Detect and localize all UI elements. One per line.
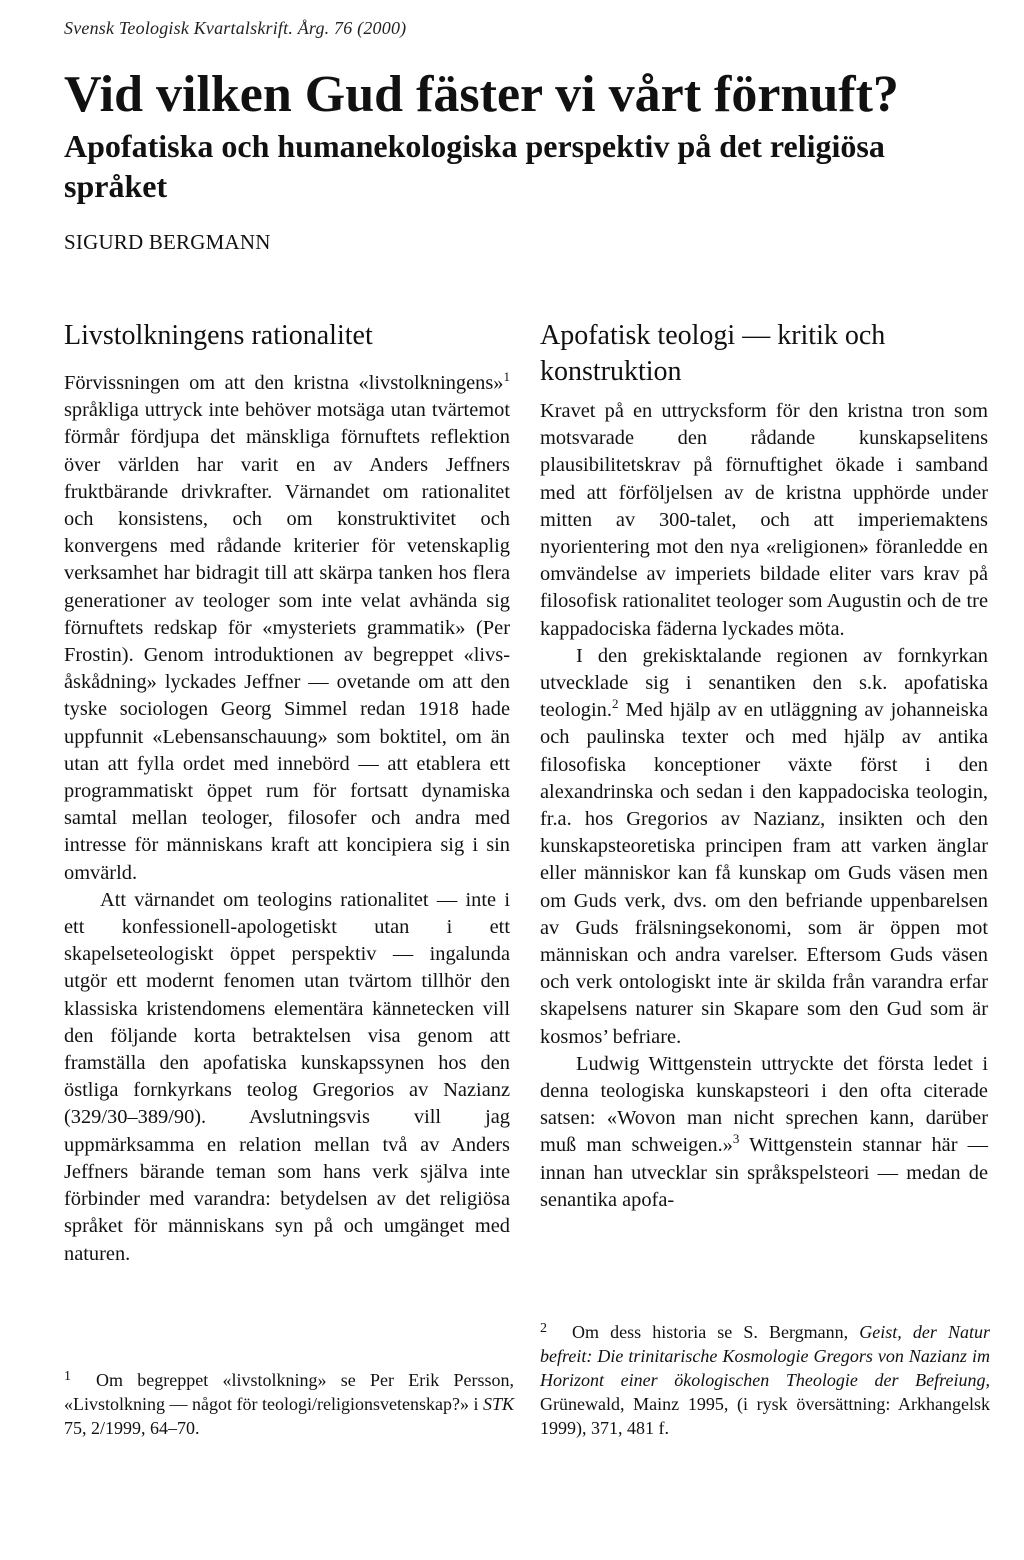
footnote-italic: STK — [482, 1394, 514, 1414]
paragraph — [64, 370, 510, 887]
paragraph: Att värnandet om teologins rationalitet — inte i ett konfessionell-apologetiskt utan i ett skapelseteologiskt öppet perspektiv — ingalunda utgör ett modernt fenomen utan tvärtom tillhör den klassiska kristendomens elementära kännetecken vill den följande korta betraktelsen visa genom att framställa den apofatiska kunskapssynen hos den östliga fornkyrkans teolog Gregorios av Nazianz (329/30–389/90). Avslutningsvis vill jag uppmärksamma en relation mellan två av Anders Jeffners bärande teman som hans verk själva inte förbinder med varandra: betydelsen av det religiösa språket för människans syn på och umgänget med naturen. — [64, 888, 510, 1265]
left-column — [64, 318, 510, 1268]
footnote-number: 2 — [540, 1321, 547, 1336]
paragraph-text: Med hjälp av en utläggning av johanneiska och paulinska texter och med hjälp av antika filosofiska konceptioner växte först i den alexandrinska och sedan i den kappadociska teologin, fr.a. hos Gregorios av Nazianz, insikten och den kunskapsteoretiska principen fram att varken änglar eller människor kan få kunskap om Guds väsen men om Guds verk, dvs. om den befriande uppenbarelsen av Guds frälsningsekonomi, som är öppen mot människan och andra varelser. Eftersom Guds väsen och verk ontologiskt inte är skilda från varandra erfar skapelsens naturer sin Skapare som den Gud som är kosmos’ befriare. — [540, 699, 988, 1048]
article-title: Vid vilken Gud fäster vi vårt förnuft? — [64, 66, 899, 123]
running-head: Svensk Teologisk Kvartalskrift. Årg. 76 (2000) — [64, 18, 407, 38]
article-subtitle: Apofatiska och humanekologiska perspektiv på det religiösa språket — [64, 128, 885, 204]
footnote-2 — [540, 1320, 990, 1440]
paragraph-text: Ludwig Wittgenstein uttryckte det första ledet i denna teologiska kunskapsteori i den ofta citerade satsen: «Wovon man nicht sprechen kann, darüber muß man schweigen.» — [540, 1052, 988, 1157]
paragraph — [540, 1051, 988, 1214]
paragraph — [540, 643, 988, 1051]
right-column — [540, 318, 988, 1214]
paragraph-text: I den grekisktalande regionen av fornkyrkan utvecklade sig i senantiken den s.k. apofatiska teologin. — [540, 644, 988, 722]
paragraph: Kravet på en uttrycksform för den kristna tron som motsvarade den rådande kunskapselitens plausibilitetskrav på förnuftighet ökade i samband med att förföljelsen av de kristna upphörde under mitten av 300-talet, och att imperiemaktens nyorientering mot den nya «religionen» föranledde en omvändelse av imperiets bildade eliter vars krav på filosofisk rationalitet teologer som Augustin och de tre kappadociska fäderna lyckades möta. — [540, 400, 988, 640]
paragraph-text: Förvissningen om att den kristna «livstolkningens» — [64, 372, 504, 394]
footnote-text: Om dess historia se S. Bergmann, — [572, 1322, 860, 1342]
footnote-text: 75, 2/1999, 64–70. — [64, 1418, 200, 1438]
footnote-text: Grünewald, Mainz 1995, (i rysk översättning: Arkhangelsk 1999), 371, 481 f. — [540, 1394, 990, 1438]
footnote-number: 1 — [64, 1369, 71, 1384]
section-heading-apofatisk: Apofatisk teologi — kritik och konstruktion — [540, 320, 886, 387]
footnote-ref[interactable]: 1 — [503, 369, 510, 385]
footnote-1 — [64, 1368, 514, 1440]
author-name: SIGURD BERGMANN — [64, 230, 271, 254]
footnote-text: Om begreppet «livstolkning» se Per Erik Persson, «Livstolkning — något för teologi/religionsvetenskap?» i — [64, 1370, 514, 1414]
section-heading-livstolkning: Livstolkningens rationalitet — [64, 320, 373, 351]
footnote-italic: Geist, der Natur befreit: Die trinitarische Kosmologie Gregors von Nazianz im Horizont einer ökologischen Theologie der Befreiung, — [540, 1322, 990, 1390]
footnote-ref[interactable]: 2 — [611, 696, 619, 712]
paragraph-text: språkliga uttryck inte behöver motsäga utan tvärtemot förmår fördjupa det mänskliga förnuftets reflektion över världen har varit en av Anders Jeffners fruktbärande drivkrafter. Värnandet om rationalitet och konsistens, och om konstruktivitet och konvergens med rådande kriterier för vetenskaplig verksamhet har bidragit till att skärpa tanken hos flera generationer av teologer som inte velat avhända sig förnuftets redskap för «mysteriets grammatik» (Per Frostin). Genom introduktionen av begreppet «livsåskådning» lyckades Jeffner — ovetande om att den tyske sociologen Georg Simmel redan 1918 hade uppfunnit «Lebensanschauung» som boktitel, om än utan att fylla ordet med innebörd — att etablera ett programmatiskt öppet rum för fortsatt dynamiska samtal mellan teologer, filosofer och andra med intresse för människans kraft att koncipiera sig i sin omvärld. — [64, 399, 510, 884]
footnote-ref[interactable]: 3 — [732, 1131, 740, 1147]
paragraph-text: Wittgenstein stannar här — innan han utvecklar sin språkspelsteori — medan de senantika apofa- — [540, 1134, 988, 1211]
